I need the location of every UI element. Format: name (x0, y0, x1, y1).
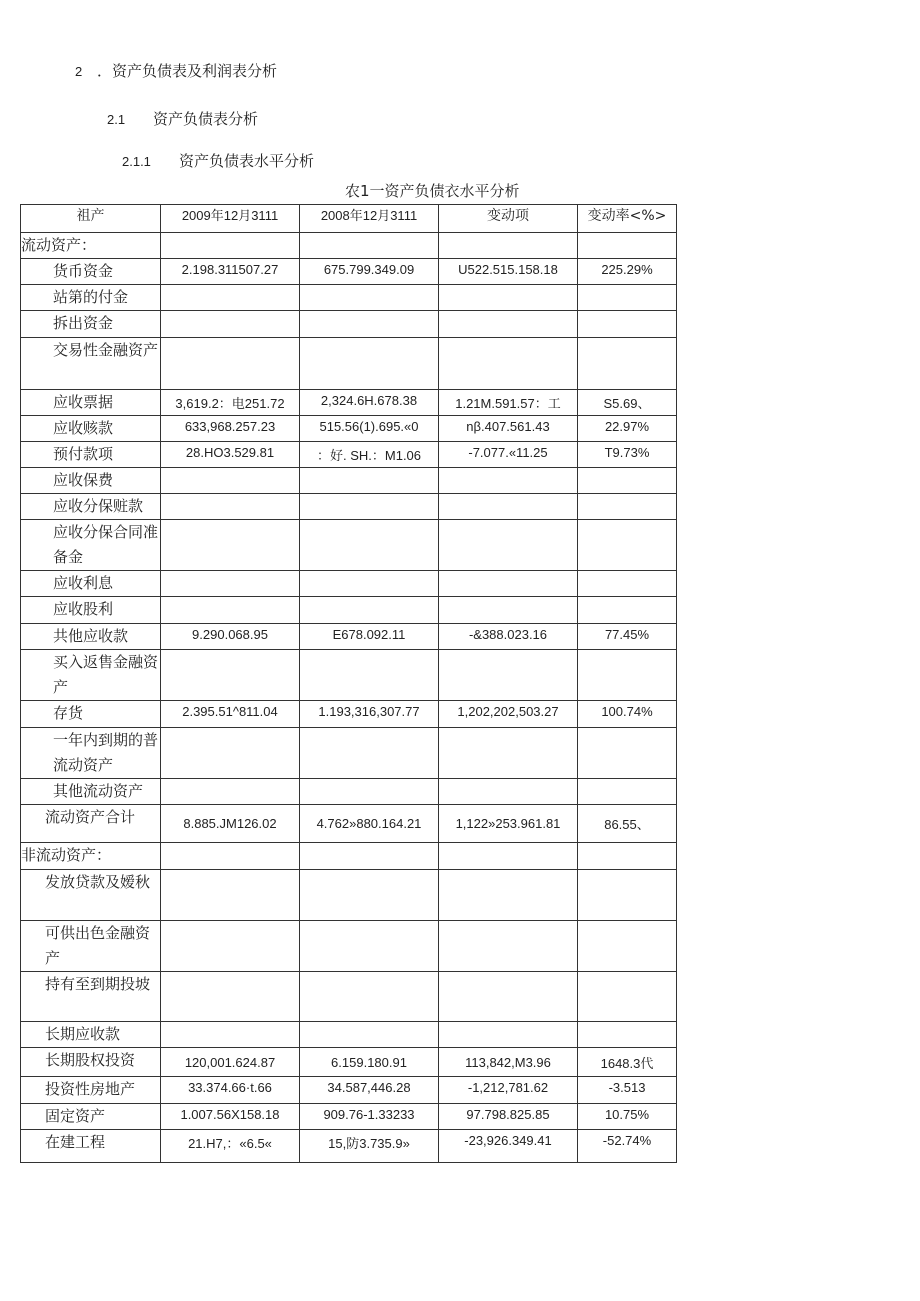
value-cell (161, 843, 300, 870)
value-cell (161, 468, 300, 494)
column-header: 祖产 (21, 205, 161, 233)
value-cell (300, 972, 439, 1022)
value-cell: 3,619.2：电251.72 (161, 390, 300, 416)
value-cell (161, 779, 300, 805)
value-cell: ：好. SH.：M1.06 (300, 442, 439, 468)
table-row (21, 233, 677, 259)
row-label: 在建工程 (45, 1133, 106, 1151)
table-row (21, 311, 677, 338)
row-label-cell (21, 921, 161, 972)
value-cell (439, 779, 578, 805)
column-header: 2009年12月3111 (161, 205, 300, 233)
column-header: 变动项 (439, 205, 578, 233)
table-row (21, 468, 677, 494)
table-caption: 农1一资产负债衣水平分析 (345, 182, 520, 200)
section-number: 2 (75, 64, 83, 79)
row-label: 预付款项 (53, 445, 114, 463)
value-cell (578, 972, 677, 1022)
value-cell (300, 650, 439, 701)
value-cell: 515.56(1).695.«0 (300, 416, 439, 442)
value-cell (439, 468, 578, 494)
value-cell: -&388.023.16 (439, 624, 578, 650)
table-row (21, 728, 677, 779)
row-label: 应收利息 (53, 574, 114, 592)
row-label: 应收赅款 (53, 419, 114, 437)
value-cell: 33.374.66·t.66 (161, 1077, 300, 1104)
value-cell: 6.159.180.91 (300, 1048, 439, 1077)
table-row (21, 1022, 677, 1048)
value-cell (578, 468, 677, 494)
table-row (21, 624, 677, 650)
value-cell (439, 338, 578, 390)
value-cell (161, 520, 300, 571)
value-cell: -1,212,781.62 (439, 1077, 578, 1104)
value-cell: -3.513 (578, 1077, 677, 1104)
section-heading-2 (75, 64, 277, 79)
value-cell (439, 972, 578, 1022)
value-cell: 8.885.JM126.02 (161, 805, 300, 843)
value-cell: 9.290.068.95 (161, 624, 300, 650)
value-cell: 100.74% (578, 701, 677, 728)
value-cell (439, 571, 578, 597)
row-label-cell (21, 1130, 161, 1163)
row-label: 交易性金融资产 (53, 341, 159, 359)
value-cell (300, 870, 439, 921)
row-label: 非流动资产： (21, 846, 112, 864)
value-cell (439, 520, 578, 571)
value-cell (578, 597, 677, 624)
row-label-cell (21, 843, 161, 870)
value-cell (300, 494, 439, 520)
table-row (21, 416, 677, 442)
value-cell (300, 921, 439, 972)
table-row (21, 1104, 677, 1130)
value-cell: T9.73% (578, 442, 677, 468)
value-cell (300, 520, 439, 571)
value-cell (578, 779, 677, 805)
value-cell: 225.29% (578, 259, 677, 285)
section-title: ．资产负债表及利润表分析 (97, 62, 278, 80)
table-row (21, 701, 677, 728)
row-label: 应收股利 (53, 600, 114, 618)
row-label: 买入返售金融资产 (53, 653, 159, 696)
row-label: 固定资产 (45, 1107, 106, 1125)
value-cell: 1.193,316,307.77 (300, 701, 439, 728)
value-cell: 86.55、 (578, 805, 677, 843)
row-label: 拆出资金 (53, 314, 114, 332)
value-cell (578, 233, 677, 259)
value-cell (578, 728, 677, 779)
value-cell: 4.762»880.164.21 (300, 805, 439, 843)
value-cell (161, 571, 300, 597)
table-row (21, 870, 677, 921)
value-cell (300, 311, 439, 338)
value-cell: 1.007.56X158.18 (161, 1104, 300, 1130)
table-row (21, 338, 677, 390)
value-cell (161, 311, 300, 338)
row-label: 应收分保赃款 (53, 497, 144, 515)
value-cell: 34.587,446.28 (300, 1077, 439, 1104)
row-label-cell (21, 870, 161, 921)
value-cell: 77.45% (578, 624, 677, 650)
value-cell: -52.74% (578, 1130, 677, 1163)
row-label-cell (21, 520, 161, 571)
row-label: 投资性房地产 (45, 1080, 136, 1098)
value-cell (439, 728, 578, 779)
table-row (21, 1077, 677, 1104)
value-cell: nβ.407.561.43 (439, 416, 578, 442)
value-cell: 97.798.825.85 (439, 1104, 578, 1130)
row-label: 应收分保合同准备金 (53, 523, 159, 566)
column-header: 变动率<%> (578, 205, 677, 233)
row-label: 应收保费 (53, 471, 114, 489)
section-title: 资产负债表水平分析 (179, 152, 315, 170)
value-cell (439, 285, 578, 311)
section-heading-2-1-1 (122, 154, 314, 169)
value-cell (161, 1022, 300, 1048)
value-cell: 1,202,202,503.27 (439, 701, 578, 728)
row-label: 货币资金 (53, 262, 114, 280)
row-label-cell (21, 390, 161, 416)
table-row (21, 520, 677, 571)
row-label-cell (21, 624, 161, 650)
value-cell: 1,122»253.961.81 (439, 805, 578, 843)
value-cell (578, 494, 677, 520)
value-cell (161, 597, 300, 624)
value-cell (439, 870, 578, 921)
value-cell: 120,001.624.87 (161, 1048, 300, 1077)
value-cell (161, 972, 300, 1022)
value-cell (161, 285, 300, 311)
value-cell (161, 728, 300, 779)
value-cell: 21.H7,：«6.5« (161, 1130, 300, 1163)
table-header-row (21, 205, 677, 233)
value-cell (439, 233, 578, 259)
value-cell (578, 921, 677, 972)
table-row (21, 779, 677, 805)
value-cell: 2,324.6H.678.38 (300, 390, 439, 416)
row-label: 流动资产： (21, 236, 97, 254)
table-row (21, 494, 677, 520)
table-row (21, 390, 677, 416)
row-label-cell (21, 1048, 161, 1077)
value-cell: 22.97% (578, 416, 677, 442)
table-row (21, 442, 677, 468)
table-row (21, 1130, 677, 1163)
row-label-cell (21, 597, 161, 624)
value-cell: 1.21M.591.57：工 (439, 390, 578, 416)
value-cell (439, 843, 578, 870)
value-cell: -7.077.«11.25 (439, 442, 578, 468)
value-cell (300, 233, 439, 259)
table-row (21, 650, 677, 701)
value-cell (300, 779, 439, 805)
value-cell: 28.HO3.529.81 (161, 442, 300, 468)
value-cell (439, 494, 578, 520)
row-label: 其他流动资产 (53, 782, 144, 800)
value-cell: 2.395.51^811.04 (161, 701, 300, 728)
value-cell (439, 921, 578, 972)
row-label: 一年内到期的普流动资产 (53, 731, 159, 774)
value-cell: 909.76-1.33233 (300, 1104, 439, 1130)
value-cell (300, 1022, 439, 1048)
row-label-cell (21, 972, 161, 1022)
section-heading-2-1 (107, 112, 258, 127)
value-cell (578, 650, 677, 701)
section-number: 2.1.1 (122, 154, 151, 169)
row-label: 流动资产合计 (45, 808, 136, 826)
value-cell: 2.198.311507.27 (161, 259, 300, 285)
row-label-cell (21, 285, 161, 311)
value-cell: U522.515.158.18 (439, 259, 578, 285)
value-cell (300, 728, 439, 779)
row-label-cell (21, 338, 161, 390)
value-cell: 675.799.349.09 (300, 259, 439, 285)
value-cell (578, 870, 677, 921)
row-label: 持有至到期投坡 (45, 975, 151, 993)
table-row (21, 285, 677, 311)
value-cell (161, 650, 300, 701)
row-label-cell (21, 311, 161, 338)
value-cell (578, 285, 677, 311)
value-cell: E678.092.11 (300, 624, 439, 650)
table-row (21, 571, 677, 597)
value-cell (578, 843, 677, 870)
value-cell: 15,防3.735.9» (300, 1130, 439, 1163)
value-cell: -23,926.349.41 (439, 1130, 578, 1163)
value-cell (300, 285, 439, 311)
row-label: 发放贷款及嫒秋 (45, 873, 151, 891)
row-label: 应收票据 (53, 393, 114, 411)
row-label: 长期应收款 (45, 1025, 121, 1043)
value-cell (439, 650, 578, 701)
value-cell: 1648.3代 (578, 1048, 677, 1077)
row-label-cell (21, 442, 161, 468)
column-header: 2008年12月3111 (300, 205, 439, 233)
row-label-cell (21, 1077, 161, 1104)
row-label-cell (21, 233, 161, 259)
value-cell (161, 870, 300, 921)
value-cell (161, 338, 300, 390)
value-cell (300, 338, 439, 390)
table-row (21, 972, 677, 1022)
row-label: 站第的付金 (53, 288, 129, 306)
value-cell (439, 597, 578, 624)
value-cell: 113,842,M3.96 (439, 1048, 578, 1077)
row-label: 共他应收款 (53, 627, 129, 645)
row-label-cell (21, 468, 161, 494)
row-label-cell (21, 701, 161, 728)
row-label-cell (21, 1022, 161, 1048)
balance-sheet-table (20, 204, 677, 1163)
value-cell (300, 843, 439, 870)
value-cell (300, 597, 439, 624)
value-cell (161, 921, 300, 972)
value-cell (300, 468, 439, 494)
value-cell: 633,968.257.23 (161, 416, 300, 442)
value-cell (578, 338, 677, 390)
row-label-cell (21, 805, 161, 843)
value-cell (578, 520, 677, 571)
table-row (21, 1048, 677, 1077)
value-cell (161, 494, 300, 520)
row-label-cell (21, 728, 161, 779)
value-cell (578, 1022, 677, 1048)
row-label-cell (21, 650, 161, 701)
section-title: 资产负债表分析 (153, 110, 259, 128)
value-cell (300, 571, 439, 597)
table-row (21, 259, 677, 285)
table-row (21, 921, 677, 972)
row-label: 存货 (53, 704, 84, 722)
row-label-cell (21, 1104, 161, 1130)
row-label: 可供出色金融资产 (45, 924, 151, 967)
table-row (21, 805, 677, 843)
value-cell (578, 571, 677, 597)
table-row (21, 843, 677, 870)
row-label: 长期股权投资 (45, 1051, 136, 1069)
row-label-cell (21, 494, 161, 520)
row-label-cell (21, 571, 161, 597)
row-label-cell (21, 779, 161, 805)
value-cell (439, 311, 578, 338)
value-cell (578, 311, 677, 338)
value-cell: 10.75% (578, 1104, 677, 1130)
value-cell (161, 233, 300, 259)
value-cell (439, 1022, 578, 1048)
row-label-cell (21, 416, 161, 442)
table-row (21, 597, 677, 624)
value-cell: S5.69、 (578, 390, 677, 416)
row-label-cell (21, 259, 161, 285)
section-number: 2.1 (107, 112, 126, 127)
